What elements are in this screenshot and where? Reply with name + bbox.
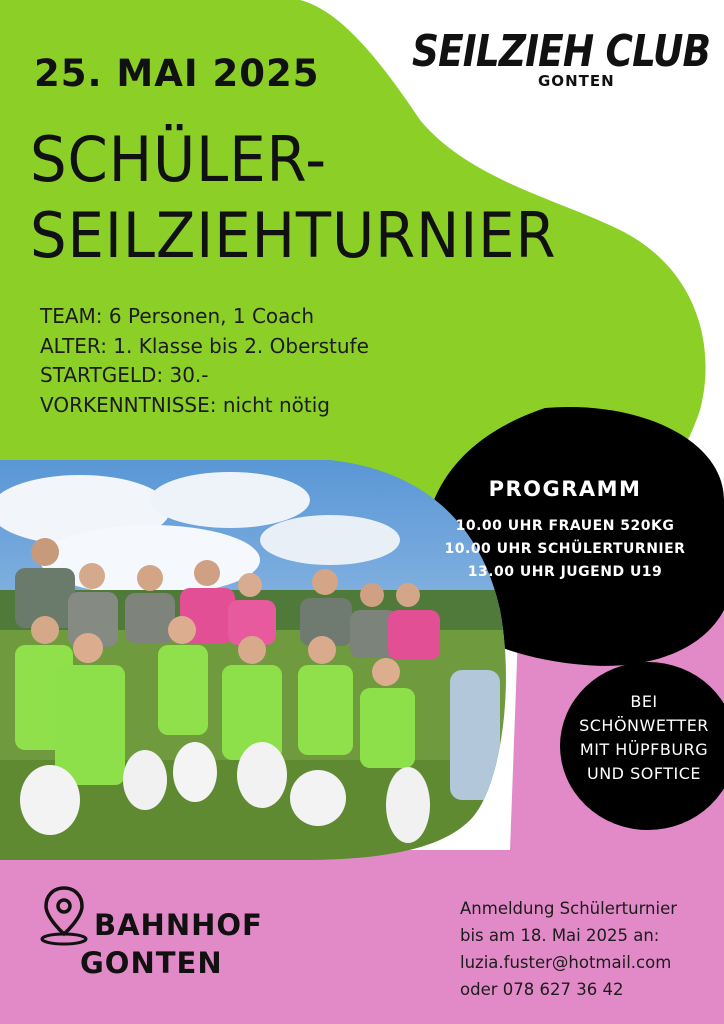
programm-item: 13.00 UHR JUGEND U19 bbox=[467, 564, 663, 580]
detail-alter: ALTER: 1. Klasse bis 2. Oberstufe bbox=[40, 333, 369, 358]
weather-line: SCHÖNWETTER bbox=[579, 716, 709, 735]
programm-box bbox=[430, 477, 700, 584]
registration-line: bis am 18. Mai 2025 an: bbox=[460, 926, 660, 945]
registration-phone[interactable]: oder 078 627 36 42 bbox=[460, 980, 624, 999]
event-details bbox=[40, 302, 369, 420]
location-line-1: BAHNHOF bbox=[94, 908, 263, 942]
club-logo bbox=[410, 26, 711, 98]
weather-line: UND SOFTICE bbox=[586, 764, 702, 783]
detail-vorkenntnisse: VORKENNTNISSE: nicht nötig bbox=[40, 392, 330, 417]
programm-item: 10.00 UHR FRAUEN 520KG bbox=[455, 518, 675, 534]
registration-info bbox=[460, 895, 677, 1003]
detail-startgeld: STARTGELD: 30.- bbox=[40, 363, 209, 387]
detail-team: TEAM: 6 Personen, 1 Coach bbox=[40, 304, 315, 328]
weather-line: MIT HÜPFBURG bbox=[579, 740, 709, 759]
logo-wordmark: SEILZIEH CLUB bbox=[412, 26, 711, 77]
registration-line: Anmeldung Schülerturnier bbox=[460, 899, 678, 918]
weather-note bbox=[570, 690, 718, 786]
registration-email[interactable]: luzia.fuster@hotmail.com bbox=[460, 953, 672, 972]
programm-item: 10.00 UHR SCHÜLERTURNIER bbox=[444, 541, 686, 557]
title-line-2: SEILZIEHTURNIER bbox=[30, 199, 557, 272]
event-date: 25. MAI 2025 bbox=[34, 52, 320, 95]
location-line-2: GONTEN bbox=[80, 946, 223, 980]
logo-subtitle: GONTEN bbox=[538, 72, 615, 90]
weather-line: BEI bbox=[630, 692, 658, 711]
event-location bbox=[80, 906, 263, 982]
programm-heading: PROGRAMM bbox=[488, 477, 642, 501]
title-line-1: SCHÜLER- bbox=[30, 123, 327, 196]
page-title bbox=[30, 122, 557, 274]
